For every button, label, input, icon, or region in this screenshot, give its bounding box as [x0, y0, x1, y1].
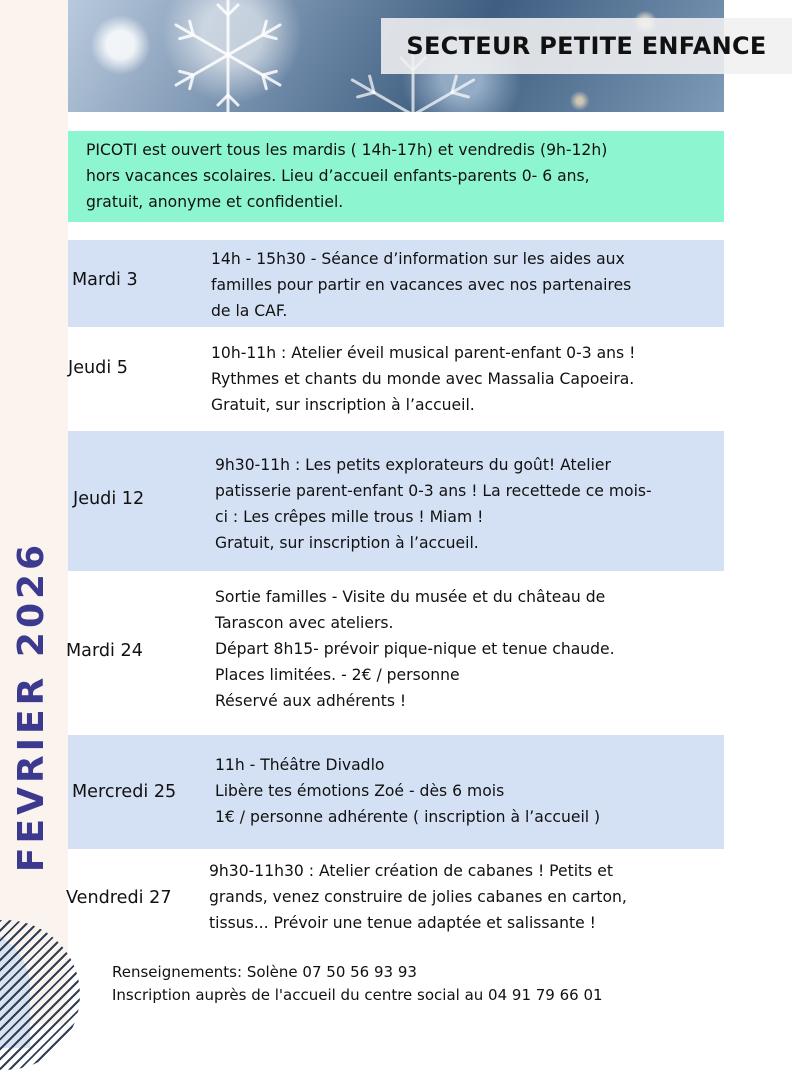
event-line: Départ 8h15- prévoir pique-nique et tenue chaude. [215, 640, 615, 658]
event-line: Gratuit, sur inscription à l’accueil. [211, 396, 475, 414]
event-day: Jeudi 5 [68, 358, 129, 378]
event-line: grands, venez construire de jolies cabanes en carton, [209, 888, 627, 906]
event-description [215, 452, 652, 556]
snowflake-icon [163, 0, 293, 120]
event-description [209, 858, 627, 936]
event-line: patisserie parent-enfant 0-3 ans ! La recettede ce mois- [215, 482, 652, 500]
event-description [215, 752, 600, 830]
page-title: SECTEUR PETITE ENFANCE [406, 32, 767, 60]
event-row [68, 852, 724, 947]
event-description [215, 584, 615, 714]
event-row [68, 573, 724, 731]
event-day: Mardi 24 [66, 641, 143, 661]
event-line: Places limitées. - 2€ / personne [215, 666, 460, 684]
event-day: Jeudi 12 [73, 489, 145, 509]
event-description [211, 340, 635, 418]
event-line: Réservé aux adhérents ! [215, 692, 407, 710]
month-label-text: FEVRIER 2026 [11, 540, 53, 872]
event-row [68, 431, 724, 571]
event-line: 9h30-11h : Les petits explorateurs du goût! Atelier [215, 456, 611, 474]
month-label [10, 540, 54, 872]
event-row [68, 240, 724, 327]
banner-title-box [381, 18, 792, 74]
event-line: tissus... Prévoir une tenue adaptée et salissante ! [209, 914, 596, 932]
intro-line: gratuit, anonyme et confidentiel. [86, 193, 344, 211]
intro-box [68, 131, 724, 222]
event-line: 14h - 15h30 - Séance d’information sur les aides aux [211, 250, 625, 268]
header-banner [68, 0, 767, 112]
event-line: 11h - Théâtre Divadlo [215, 756, 385, 774]
event-day: Mardi 3 [72, 270, 138, 290]
event-line: ci : Les crêpes mille trous ! Miam ! [215, 508, 484, 526]
event-day: Vendredi 27 [66, 888, 172, 908]
event-line: Sortie familles - Visite du musée et du château de [215, 588, 606, 606]
event-line: de la CAF. [211, 302, 288, 320]
event-row [68, 735, 724, 849]
event-line: 10h-11h : Atelier éveil musical parent-enfant 0-3 ans ! [211, 344, 636, 362]
event-line: 1€ / personne adhérente ( inscription à l’accueil ) [215, 808, 601, 826]
event-line: familles pour partir en vacances avec nos partenaires [211, 276, 632, 294]
intro-line: PICOTI est ouvert tous les mardis ( 14h-17h) et vendredis (9h-12h) [86, 141, 608, 159]
event-day: Mercredi 25 [72, 782, 177, 802]
registration-line: Inscription auprès de l'accueil du centre social au 04 91 79 66 01 [112, 986, 603, 1004]
event-row [68, 330, 724, 430]
event-description [211, 246, 631, 324]
intro-line: hors vacances scolaires. Lieu d’accueil enfants-parents 0- 6 ans, [86, 167, 590, 185]
event-line: Gratuit, sur inscription à l’accueil. [215, 534, 479, 552]
event-line: Libère tes émotions Zoé - dès 6 mois [215, 782, 505, 800]
event-line: 9h30-11h30 : Atelier création de cabanes ! Petits et [209, 862, 613, 880]
footer [112, 961, 712, 1007]
event-line: Tarascon avec ateliers. [215, 614, 394, 632]
event-line: Rythmes et chants du monde avec Massalia Capoeira. [211, 370, 635, 388]
contact-line: Renseignements: Solène 07 50 56 93 93 [112, 963, 417, 981]
